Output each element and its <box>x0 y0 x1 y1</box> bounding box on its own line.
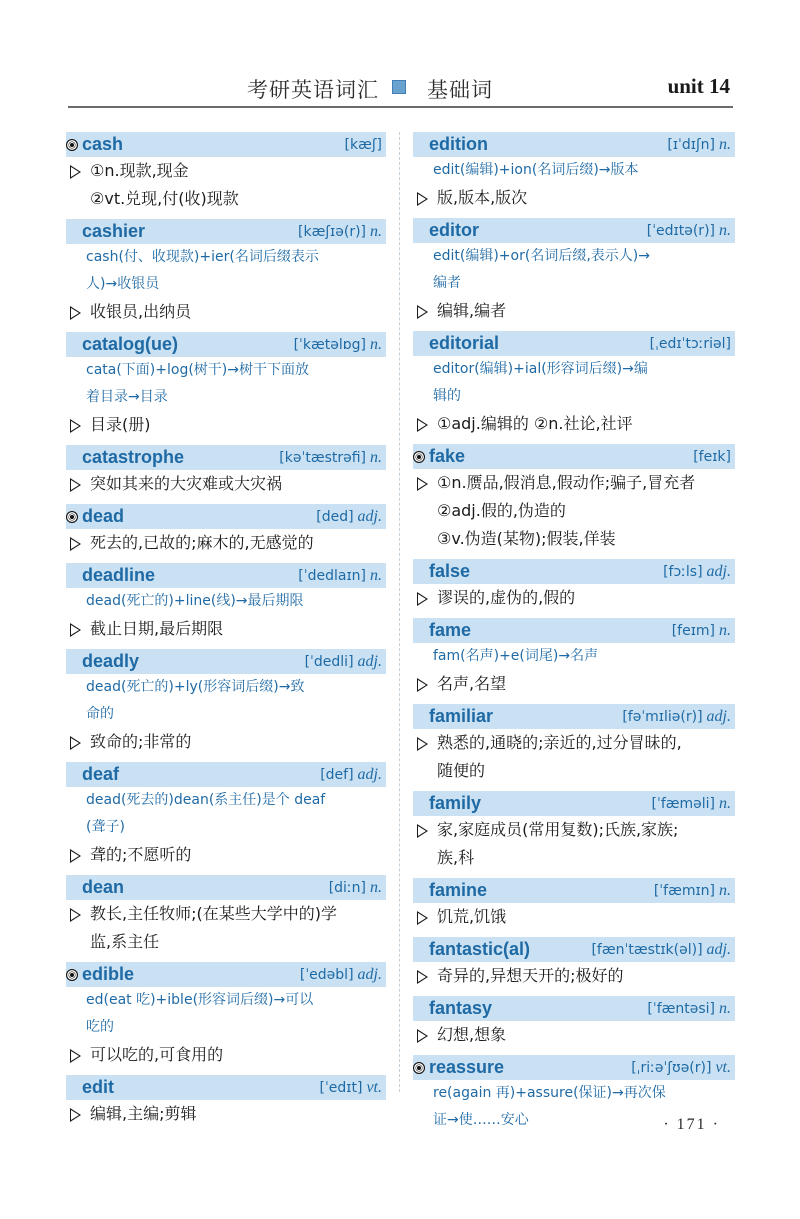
definition-line: 谬误的,虚伪的,假的 <box>437 588 576 607</box>
etymology-line: edit(编辑)+ion(名词后缀)→版本 <box>433 162 639 178</box>
etymology-line: re(again 再)+assure(保证)→再次保 <box>433 1085 666 1101</box>
entry-headword-bar <box>413 218 735 243</box>
headword: fame <box>429 620 472 640</box>
etymology-line: edit(编辑)+or(名词后缀,表示人)→ <box>433 248 650 264</box>
triangle-bullet-icon <box>70 1108 81 1122</box>
definition <box>413 1021 735 1049</box>
definition-line: 监,系主任 <box>90 932 160 951</box>
entry-headword-bar <box>413 618 735 643</box>
entry-edible <box>66 962 386 1075</box>
headword: catastrophe <box>82 447 185 467</box>
part-of-speech: adj. <box>357 965 382 983</box>
entry-cashier <box>66 219 386 332</box>
entry-deadly <box>66 649 386 762</box>
entry-headword-bar <box>66 219 386 244</box>
phonetic-and-pos <box>672 622 735 640</box>
entry-familiar <box>413 704 735 791</box>
phonetic: [feɪm] <box>671 622 715 639</box>
etymology <box>66 787 386 841</box>
triangle-bullet-icon <box>70 908 81 922</box>
headword: fantasy <box>429 998 493 1018</box>
definition-line: 目录(册) <box>90 415 151 434</box>
triangle-bullet-icon <box>417 305 428 319</box>
entry-false <box>413 559 735 618</box>
triangle-bullet-icon <box>417 824 428 838</box>
etymology-line: 编者 <box>433 275 461 291</box>
part-of-speech: n. <box>370 335 382 353</box>
definition <box>66 157 386 213</box>
triangle-bullet-icon <box>417 678 428 692</box>
definition <box>413 410 735 438</box>
headword: fantastic(al) <box>429 939 531 959</box>
etymology-line: ed(eat 吃)+ible(形容词后缀)→可以 <box>86 992 314 1008</box>
etymology <box>66 987 386 1041</box>
definition <box>413 816 735 872</box>
page-number: · 171 · <box>663 1116 720 1133</box>
headword: edit <box>82 1077 115 1097</box>
definition <box>413 469 735 553</box>
part-of-speech: n. <box>719 999 731 1017</box>
phonetic: [fænˈtæstɪk(əl)] <box>591 941 703 958</box>
etymology-line: dead(死去的)dean(系主任)是个 deaf <box>86 792 326 808</box>
definition-line: 截止日期,最后期限 <box>90 619 224 638</box>
headword: famine <box>429 880 488 900</box>
etymology-line: (聋子) <box>86 819 125 835</box>
definition-line: 教长,主任牧师;(在某些大学中的)学 <box>90 904 337 923</box>
key-word-bullet-icon <box>66 139 78 151</box>
etymology <box>66 357 386 411</box>
etymology-line: cash(付、收现款)+ier(名词后缀表示 <box>86 249 319 265</box>
triangle-bullet-icon <box>417 970 428 984</box>
etymology <box>413 356 735 410</box>
headword: cashier <box>82 221 146 241</box>
phonetic-and-pos <box>654 882 735 900</box>
phonetic-and-pos <box>329 879 386 897</box>
definition <box>66 298 386 326</box>
triangle-bullet-icon <box>417 192 428 206</box>
entry-headword-bar <box>66 563 386 588</box>
entry-headword-bar <box>66 875 386 900</box>
phonetic-and-pos <box>305 653 386 671</box>
header-square-icon <box>392 80 406 94</box>
part-of-speech: n. <box>719 135 731 153</box>
phonetic: [kæʃɪə(r)] <box>298 223 366 240</box>
etymology <box>66 588 386 615</box>
headword: editorial <box>429 333 500 353</box>
entry-fantasy <box>413 996 735 1055</box>
definition-line: 族,科 <box>437 848 475 867</box>
headword: familiar <box>429 706 494 726</box>
phonetic: [ded] <box>316 508 354 525</box>
etymology-line: 辑的 <box>433 388 461 404</box>
etymology-line: 着目录→目录 <box>86 389 168 405</box>
entry-cash <box>66 132 386 219</box>
definition-line: ②vt.兑现,付(收)现款 <box>90 189 239 208</box>
phonetic: [ˈdedli] <box>304 653 354 670</box>
triangle-bullet-icon <box>70 537 81 551</box>
key-word-bullet-icon <box>66 511 78 523</box>
definition <box>66 615 386 643</box>
phonetic: [def] <box>320 766 354 783</box>
triangle-bullet-icon <box>70 623 81 637</box>
etymology-line: 吃的 <box>86 1019 114 1035</box>
phonetic-and-pos <box>647 1000 735 1018</box>
definition-line: 版,版本,版次 <box>437 188 528 207</box>
part-of-speech: n. <box>370 448 382 466</box>
entry-headword-bar <box>66 132 386 157</box>
entry-catalogue <box>66 332 386 445</box>
definition-line: 随便的 <box>437 761 486 780</box>
part-of-speech: vt. <box>715 1058 731 1076</box>
phonetic-and-pos <box>320 766 386 784</box>
triangle-bullet-icon <box>70 306 81 320</box>
phonetic-and-pos <box>663 563 735 581</box>
etymology <box>66 674 386 728</box>
phonetic: [kæʃ] <box>344 136 382 153</box>
part-of-speech: adj. <box>357 765 382 783</box>
part-of-speech: n. <box>719 621 731 639</box>
entry-deadline <box>66 563 386 649</box>
triangle-bullet-icon <box>70 478 81 492</box>
phonetic: [fɔːls] <box>663 563 703 580</box>
headword: false <box>429 561 471 581</box>
phonetic-and-pos <box>345 137 386 153</box>
entry-headword-bar <box>66 332 386 357</box>
definition <box>413 184 735 212</box>
part-of-speech: adj. <box>706 940 731 958</box>
book-subtitle: 基础词 <box>427 78 493 102</box>
triangle-bullet-icon <box>70 1049 81 1063</box>
part-of-speech: adj. <box>706 562 731 580</box>
phonetic: [diːn] <box>328 879 366 896</box>
headword: family <box>429 793 482 813</box>
definition <box>66 841 386 869</box>
entry-headword-bar <box>413 444 735 469</box>
etymology <box>413 243 735 297</box>
triangle-bullet-icon <box>417 737 428 751</box>
triangle-bullet-icon <box>417 418 428 432</box>
entry-editor <box>413 218 735 331</box>
etymology-line: fam(名声)+e(词尾)→名声 <box>433 648 599 664</box>
headword: deadline <box>82 565 156 585</box>
definition <box>413 297 735 325</box>
entry-famine <box>413 878 735 937</box>
entry-headword-bar <box>413 1055 735 1080</box>
definition-line: ②adj.假的,伪造的 <box>437 501 566 520</box>
headword: cash <box>82 134 124 154</box>
definition-line: 名声,名望 <box>437 674 507 693</box>
phonetic-and-pos <box>667 136 735 154</box>
headword: deaf <box>82 764 120 784</box>
definition <box>66 411 386 439</box>
phonetic-and-pos <box>279 449 386 467</box>
part-of-speech: vt. <box>366 1078 382 1096</box>
entry-fake <box>413 444 735 559</box>
definition-line: 家,家庭成员(常用复数);氏族,家族; <box>437 820 679 839</box>
triangle-bullet-icon <box>70 165 81 179</box>
entry-headword-bar <box>413 331 735 356</box>
definition <box>413 729 735 785</box>
etymology-line: dead(死亡的)+ly(形容词后缀)→致 <box>86 679 305 695</box>
entry-headword-bar <box>66 649 386 674</box>
definition-line: 聋的;不愿听的 <box>90 845 192 864</box>
phonetic-and-pos <box>300 966 386 984</box>
part-of-speech: n. <box>370 566 382 584</box>
entry-edit <box>66 1075 386 1134</box>
definition-line: 致命的;非常的 <box>90 732 192 751</box>
entry-headword-bar <box>413 704 735 729</box>
phonetic: [ˈfæmɪn] <box>653 882 715 899</box>
phonetic: [ɪˈdɪʃn] <box>667 136 715 153</box>
entry-headword-bar <box>413 937 735 962</box>
header-rule <box>68 106 733 108</box>
phonetic-and-pos <box>316 508 386 526</box>
etymology <box>413 157 735 184</box>
entry-catastrophe <box>66 445 386 504</box>
headword: editor <box>429 220 480 240</box>
etymology-line: 证→使……安心 <box>433 1112 529 1128</box>
phonetic-and-pos <box>294 336 386 354</box>
entry-headword-bar <box>66 962 386 987</box>
definition <box>66 1100 386 1128</box>
phonetic: [ˈedəbl] <box>299 966 354 983</box>
headword: dean <box>82 877 125 897</box>
page-header <box>0 0 800 110</box>
definition-line: 编辑,编者 <box>437 301 507 320</box>
part-of-speech: n. <box>719 794 731 812</box>
definition-line: ①adj.编辑的 ②n.社论,社评 <box>437 414 633 433</box>
key-word-bullet-icon <box>66 969 78 981</box>
definition-line: 编辑,主编;剪辑 <box>90 1104 197 1123</box>
headword: fake <box>429 446 466 466</box>
etymology <box>66 244 386 298</box>
phonetic: [ˈedɪtə(r)] <box>646 222 715 239</box>
phonetic-and-pos <box>652 795 735 813</box>
part-of-speech: n. <box>719 881 731 899</box>
column-divider <box>399 132 400 1092</box>
etymology-line: cata(下面)+log(树干)→树干下面放 <box>86 362 309 378</box>
definition-line: 饥荒,饥饿 <box>437 907 507 926</box>
part-of-speech: n. <box>370 878 382 896</box>
phonetic: [feɪk] <box>693 448 731 465</box>
etymology-line: dead(死亡的)+line(线)→最后期限 <box>86 593 304 609</box>
phonetic-and-pos <box>298 567 386 585</box>
phonetic: [ˌedɪˈtɔːriəl] <box>649 335 731 352</box>
headword: edible <box>82 964 135 984</box>
definition-line: 可以吃的,可食用的 <box>90 1045 224 1064</box>
headword: reassure <box>429 1057 505 1077</box>
definition-line: 死去的,已故的;麻木的,无感觉的 <box>90 533 314 552</box>
right-column <box>413 132 735 1140</box>
entry-headword-bar <box>66 445 386 470</box>
part-of-speech: adj. <box>357 652 382 670</box>
phonetic-and-pos <box>693 449 735 465</box>
etymology-line: editor(编辑)+ial(形容词后缀)→编 <box>433 361 648 377</box>
definition <box>66 728 386 756</box>
definition-line: 奇异的,异想天开的;极好的 <box>437 966 624 985</box>
triangle-bullet-icon <box>417 1029 428 1043</box>
definition-line: 突如其来的大灾难或大灾祸 <box>90 474 283 493</box>
triangle-bullet-icon <box>417 911 428 925</box>
entry-fantastical <box>413 937 735 996</box>
phonetic: [ˈfæməli] <box>651 795 715 812</box>
phonetic-and-pos <box>319 1079 386 1097</box>
entry-headword-bar <box>413 559 735 584</box>
entry-headword-bar <box>413 996 735 1021</box>
etymology-line: 命的 <box>86 706 114 722</box>
definition-line: ③v.伪造(某物);假装,佯装 <box>437 529 616 548</box>
part-of-speech: adj. <box>357 507 382 525</box>
definition <box>413 962 735 990</box>
entry-family <box>413 791 735 878</box>
etymology-line: 人)→收银员 <box>86 276 160 292</box>
definition <box>66 1041 386 1069</box>
phonetic: [ˈkætəlɒg] <box>293 336 366 353</box>
triangle-bullet-icon <box>70 736 81 750</box>
entry-edition <box>413 132 735 218</box>
phonetic-and-pos <box>298 223 386 241</box>
phonetic: [ˈedɪt] <box>319 1079 363 1096</box>
definition-line: 幻想,想象 <box>437 1025 507 1044</box>
definition <box>66 900 386 956</box>
definition <box>66 529 386 557</box>
part-of-speech: n. <box>719 221 731 239</box>
phonetic: [kəˈtæstrəfi] <box>279 449 366 466</box>
triangle-bullet-icon <box>70 849 81 863</box>
definition <box>66 470 386 498</box>
entry-deaf <box>66 762 386 875</box>
definition-line: 熟悉的,通晓的;亲近的,过分冒昧的, <box>437 733 682 752</box>
entry-headword-bar <box>413 878 735 903</box>
phonetic-and-pos <box>647 222 735 240</box>
headword: dead <box>82 506 125 526</box>
phonetic-and-pos <box>650 336 735 352</box>
headword: deadly <box>82 651 140 671</box>
phonetic-and-pos <box>631 1059 735 1077</box>
triangle-bullet-icon <box>70 419 81 433</box>
definition <box>413 584 735 612</box>
book-title: 考研英语词汇 <box>247 78 379 102</box>
phonetic-and-pos <box>591 941 735 959</box>
entry-dead <box>66 504 386 563</box>
headword: edition <box>429 134 488 154</box>
phonetic: [fəˈmɪliə(r)] <box>622 708 703 725</box>
definition <box>413 670 735 698</box>
entry-dean <box>66 875 386 962</box>
key-word-bullet-icon <box>413 1062 425 1074</box>
part-of-speech: adj. <box>706 707 731 725</box>
phonetic: [ˌriːəˈʃʊə(r)] <box>631 1059 712 1076</box>
entry-editorial <box>413 331 735 444</box>
unit-label: unit 14 <box>667 74 730 98</box>
etymology <box>413 643 735 670</box>
phonetic: [ˈdedlaɪn] <box>298 567 366 584</box>
part-of-speech: n. <box>370 222 382 240</box>
entry-headword-bar <box>66 504 386 529</box>
definition-line: 收银员,出纳员 <box>90 302 192 321</box>
headword: catalog(ue) <box>82 334 179 354</box>
key-word-bullet-icon <box>413 451 425 463</box>
definition <box>413 903 735 931</box>
definition-line: ①n.赝品,假消息,假动作;骗子,冒充者 <box>437 473 696 492</box>
triangle-bullet-icon <box>417 592 428 606</box>
left-column <box>66 132 386 1134</box>
definition-line: ①n.现款,现金 <box>90 161 189 180</box>
triangle-bullet-icon <box>417 477 428 491</box>
entry-headword-bar <box>413 791 735 816</box>
phonetic-and-pos <box>622 708 735 726</box>
entry-headword-bar <box>413 132 735 157</box>
phonetic: [ˈfæntəsi] <box>647 1000 715 1017</box>
entry-headword-bar <box>66 1075 386 1100</box>
entry-headword-bar <box>66 762 386 787</box>
entry-fame <box>413 618 735 704</box>
